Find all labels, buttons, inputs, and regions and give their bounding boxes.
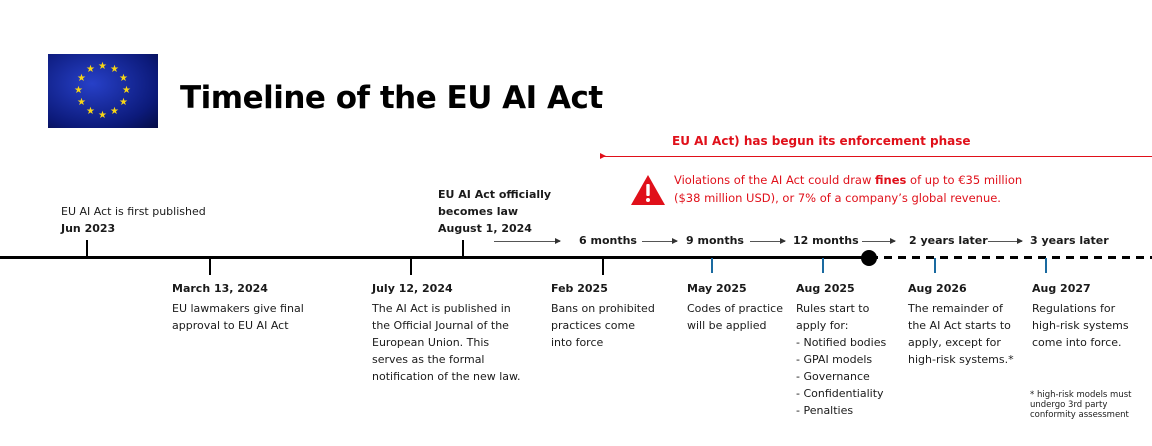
- event-text: EU lawmakers give final: [172, 302, 304, 315]
- period-label: 9 months: [686, 234, 744, 247]
- event-below: [796, 280, 886, 419]
- event-below: [1032, 280, 1129, 351]
- period-label: 12 months: [793, 234, 859, 247]
- enforcement-arrow-icon: [600, 153, 606, 159]
- event-text: the Official Journal of the: [372, 319, 509, 332]
- tick: [602, 258, 604, 275]
- event-below: [372, 280, 521, 385]
- event-date: July 12, 2024: [372, 282, 453, 295]
- event-text: The remainder of: [908, 302, 1003, 315]
- event-text: European Union. This: [372, 336, 490, 349]
- event-text: - Penalties: [796, 404, 854, 417]
- event-text: the AI Act starts to: [908, 319, 1011, 332]
- period-label: 6 months: [579, 234, 637, 247]
- event-jun-2023: EU AI Act is first published Jun 2023: [61, 205, 206, 235]
- event-text: Bans on prohibited: [551, 302, 655, 315]
- timeline-line: [0, 256, 870, 259]
- arrow-icon: [642, 241, 677, 242]
- event-text: apply for:: [796, 319, 849, 332]
- event-text: into force: [551, 336, 604, 349]
- warning-icon: [630, 174, 666, 206]
- period-label: 2 years later: [909, 234, 988, 247]
- event-text: - Notified bodies: [796, 336, 887, 349]
- tick: [822, 258, 824, 273]
- footnote: * high-risk models must undergo 3rd party conformity assessment: [1030, 390, 1132, 420]
- arrow-icon: [750, 241, 785, 242]
- enforcement-heading: EU AI Act) has begun its enforcement phase: [672, 134, 971, 148]
- tick: [1045, 258, 1047, 273]
- event-aug-2024: EU AI Act officially becomes law August 1, 2024: [438, 188, 552, 235]
- event-text: notification of the new law.: [372, 370, 521, 383]
- event-date: May 2025: [687, 282, 747, 295]
- tick: [711, 258, 713, 273]
- period-label: 3 years later: [1030, 234, 1109, 247]
- event-text: will be applied: [687, 319, 767, 332]
- event-below: [687, 280, 783, 334]
- fines-warning: Violations of the AI Act could draw fines of up to €35 million ($38 million USD), or 7% of a company’s global revenue.: [674, 173, 1023, 205]
- event-text: practices come: [551, 319, 635, 332]
- tick: [934, 258, 936, 273]
- event-text: apply, except for: [908, 336, 1001, 349]
- arrow-icon: [494, 241, 560, 242]
- tick: [462, 240, 464, 257]
- enforcement-line: [603, 156, 1152, 157]
- tick: [86, 240, 88, 257]
- event-date: March 13, 2024: [172, 282, 268, 295]
- event-text: high-risk systems.*: [908, 353, 1014, 366]
- event-text: - Governance: [796, 370, 870, 383]
- page-title: Timeline of the EU AI Act: [180, 80, 603, 116]
- event-text: come into force.: [1032, 336, 1122, 349]
- event-text: high-risk systems: [1032, 319, 1129, 332]
- event-text: - GPAI models: [796, 353, 873, 366]
- event-below: [172, 280, 304, 334]
- event-below: [551, 280, 655, 351]
- today-marker: [861, 250, 877, 266]
- event-text: serves as the formal: [372, 353, 485, 366]
- event-text: approval to EU AI Act: [172, 319, 289, 332]
- event-date: Aug 2026: [908, 282, 967, 295]
- tick: [410, 258, 412, 275]
- event-text: Codes of practice: [687, 302, 783, 315]
- event-below: [908, 280, 1014, 368]
- event-text: - Confidentiality: [796, 387, 884, 400]
- event-date: Feb 2025: [551, 282, 608, 295]
- eu-flag-image: ★ ★ ★ ★ ★ ★ ★ ★ ★ ★ ★ ★: [48, 54, 158, 128]
- event-text: The AI Act is published in: [372, 302, 511, 315]
- event-date: Aug 2027: [1032, 282, 1091, 295]
- arrow-icon: [988, 241, 1022, 242]
- arrow-icon: [862, 241, 895, 242]
- event-text: Regulations for: [1032, 302, 1116, 315]
- tick: [209, 258, 211, 275]
- event-text: Rules start to: [796, 302, 870, 315]
- event-date: Aug 2025: [796, 282, 855, 295]
- timeline-future-line: [870, 256, 1152, 259]
